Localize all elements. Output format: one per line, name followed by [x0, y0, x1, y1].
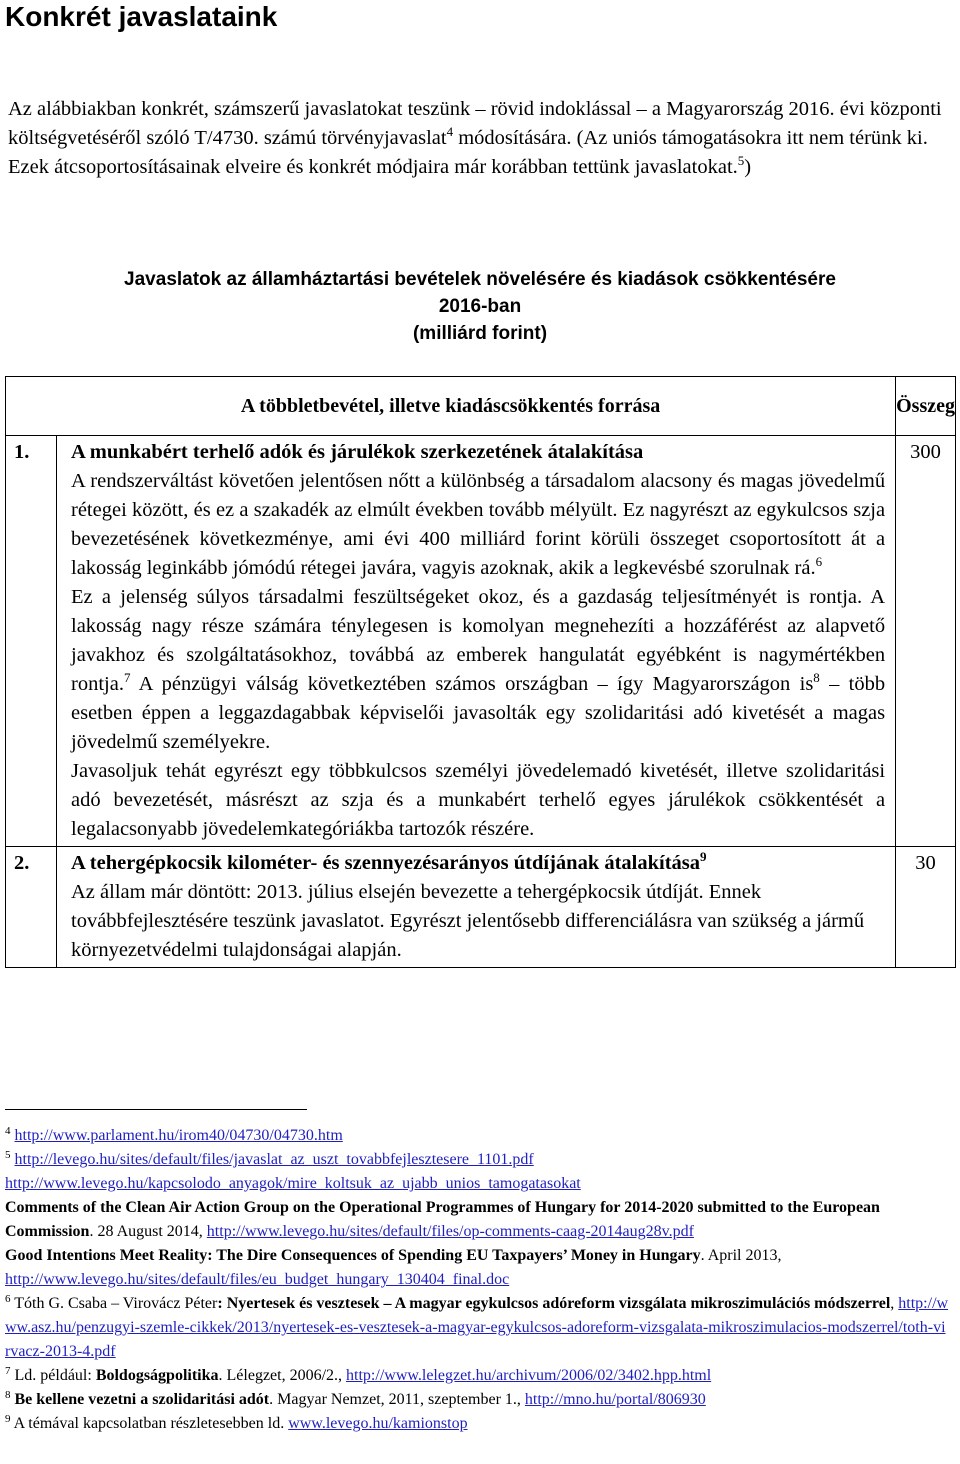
- row-title: A munkabért terhelő adók és járulékok szerkezetének átalakítása: [71, 441, 644, 463]
- header-amount: Összeg: [896, 377, 956, 436]
- footnote-number: 8: [5, 1389, 11, 1401]
- row-text: Ez a jelenség súlyos társadalmi feszültségeket okoz, és a gazdaság teljesítményét is rontja. A lakosság nagy része számára ténylegesen is komolyan megnehezíti a hozzáférést az alapvető javakhoz és szolgáltatásokhoz, továbbá az emberek hangulatát egyébként is nagymértékben rontja.: [71, 586, 886, 695]
- footnote-6: [5, 1292, 950, 1364]
- footnote-ref-4[interactable]: 4: [446, 124, 454, 139]
- footnote-text: . Magyar Nemzet, 2011, szeptember 1.,: [269, 1391, 525, 1408]
- footnote-link[interactable]: http://www.levego.hu/sites/default/files/op-comments-caag-2014aug28v.pdf: [206, 1223, 694, 1240]
- footnote-text: ,: [890, 1295, 899, 1312]
- footnote-link[interactable]: http://www.asz.hu/penzugyi-szemle-cikkek/2013/nyertesek-es-vesztesek-a-magyar-egykulcsos-adoreform-vizsgalata-mikroszimulacios-modszerrel/toth-virvacz-2013-4.pdf: [5, 1295, 949, 1360]
- header-source: A többletbevétel, illetve kiadáscsökkentés forrása: [6, 377, 896, 436]
- footnote-ref-5[interactable]: 5: [737, 153, 745, 168]
- table-title-line: 2016-ban: [438, 296, 522, 317]
- table-title-line: (milliárd forint): [412, 323, 548, 344]
- footnote-5-cont: [5, 1196, 950, 1244]
- footnote-ref-8[interactable]: 8: [813, 670, 820, 685]
- row-text: A rendszerváltást követően jelentősen nőtt a különbség a társadalom alacsony és magas jövedelmű rétegei között, és ez a szakadék az elmúlt években tovább mélyült. Ez nagyrészt az egykulcsos szja bevezetésének következménye, ami évi 400 milliárd forint körüli összeget csoportosított át a lakosság leginkább jómódú rétegei javára, vagyis azoknak, akik a legkevésbé szorulnak rá.: [71, 470, 886, 579]
- footnote-text: Tóth G. Csaba – Virovácz Péter: [14, 1295, 218, 1312]
- page-title: Konkrét javaslataink: [5, 1, 278, 32]
- row-title-text: A tehergépkocsik kilométer- és szennyezésarányos útdíjának átalakítása: [71, 852, 701, 874]
- footnote-link[interactable]: http://levego.hu/sites/default/files/javaslat_az_uszt_tovabbfejlesztesere_1101.pdf: [14, 1151, 534, 1168]
- footnote-ref-9[interactable]: 9: [700, 849, 707, 864]
- footnote-text: . Lélegzet, 2006/2.,: [218, 1367, 347, 1384]
- table-title-line: Javaslatok az államháztartási bevételek növelésére és kiadások csökkentésére: [124, 269, 836, 290]
- footnote-bold-title: Good Intentions Meet Reality: The Dire Consequences of Spending EU Taxpayers’ Money in Hungary: [5, 1247, 701, 1264]
- footnote-ref-7[interactable]: 7: [123, 670, 131, 685]
- footnote-link[interactable]: www.levego.hu/kamionstop: [288, 1415, 468, 1432]
- intro-text: Az alábbiakban konkrét, számszerű javaslatokat teszünk – rövid indoklással – a Magyarország 2016. évi központi költségvetéséről szóló T/4730. számú törvényjavaslat: [8, 98, 942, 149]
- footnote-number: 4: [5, 1125, 11, 1137]
- footnote-4: [5, 1124, 950, 1148]
- row-paragraph: Javasoljuk tehát egyrészt egy többkulcsos személyi jövedelemadó kivetését, illetve szolidaritási adó bevezetését, másrészt az szja és a munkabért terhelő egyes járulékok csökkentését a legalacsonyabb jövedelemkategóriákba tartozók részére.: [71, 760, 886, 840]
- footnote-text: A témával kapcsolatban részletesebben ld.: [13, 1415, 289, 1432]
- footnote-8: [5, 1388, 950, 1412]
- footnote-5-cont: [5, 1244, 950, 1292]
- footnote-link[interactable]: http://www.levego.hu/kapcsolodo_anyagok/mire_koltsuk_az_ujabb_unios_tamogatasokat: [5, 1175, 581, 1192]
- table-row: [6, 847, 956, 968]
- footnote-ref-6[interactable]: 6: [815, 554, 823, 569]
- footnote-text: Ld. például:: [14, 1367, 96, 1384]
- footnote-5: [5, 1148, 950, 1172]
- row-paragraph: [71, 467, 885, 583]
- footnotes: [5, 1124, 950, 1436]
- row-description: [57, 436, 896, 847]
- table-title: [0, 266, 960, 347]
- intro-text: módosítására. (Az uniós támogatásokra itt nem térünk ki. Ezek átcsoportosításainak elveire és konkrét módjaira már korábban tettünk javaslatokat.: [8, 127, 928, 178]
- footnote-separator: [5, 1109, 307, 1110]
- row-amount: 30: [896, 847, 956, 968]
- row-title: [71, 849, 885, 878]
- row-text: – több esetben éppen a leggazdagabbak képviselői javasolták egy szolidaritási adó kivetését a magas jövedelmű személyekre.: [71, 673, 886, 753]
- proposals-table: [5, 376, 956, 968]
- footnote-number: 7: [5, 1365, 11, 1377]
- table-row: [6, 436, 956, 847]
- footnote-bold-title: Be kellene vezetni a szolidaritási adót: [14, 1391, 270, 1408]
- row-number: 1.: [6, 436, 57, 847]
- footnote-link[interactable]: http://www.lelegzet.hu/archivum/2006/02/3402.hpp.html: [346, 1367, 712, 1384]
- footnote-link[interactable]: http://www.parlament.hu/irom40/04730/04730.htm: [14, 1127, 343, 1144]
- row-paragraph: [71, 583, 885, 757]
- footnote-text: . 28 August 2014,: [89, 1223, 207, 1240]
- footnote-number: 5: [5, 1149, 11, 1161]
- table-header-row: [6, 377, 956, 436]
- footnote-number: 9: [5, 1413, 11, 1425]
- footnote-number: 6: [5, 1293, 11, 1305]
- intro-text: ): [744, 156, 752, 178]
- row-amount: 300: [896, 436, 956, 847]
- row-text: A pénzügyi válság következtében számos országban – így Magyarországon is: [130, 673, 814, 695]
- footnote-bold-title: Comments of the Clean Air Action Group on the Operational Programmes of Hungary for 2014-2020 submitted to the European Commission: [5, 1199, 880, 1240]
- row-description: [57, 847, 896, 968]
- footnote-text: . April 2013,: [700, 1247, 782, 1264]
- footnote-5-cont: [5, 1172, 950, 1196]
- footnote-9: [5, 1412, 950, 1436]
- footnote-bold-title: : Nyertesek és vesztesek – A magyar egykulcsos adóreform vizsgálata mikroszimulációs módszerrel: [217, 1295, 891, 1312]
- row-number: 2.: [6, 847, 57, 968]
- footnote-bold-title: Boldogságpolitika: [95, 1367, 219, 1384]
- row-paragraph: Az állam már döntött: 2013. július elsején bevezette a tehergépkocsik útdíját. Ennek továbbfejlesztésére teszünk javaslatot. Egyrészt jelentősebb differenciálásra van szükség a jármű környezetvédelmi tulajdonságai alapján.: [71, 881, 865, 961]
- footnote-7: [5, 1364, 950, 1388]
- footnote-link[interactable]: http://www.levego.hu/sites/default/files/eu_budget_hungary_130404_final.doc: [5, 1271, 510, 1288]
- intro-paragraph: [8, 95, 953, 182]
- footnote-link[interactable]: http://mno.hu/portal/806930: [524, 1391, 706, 1408]
